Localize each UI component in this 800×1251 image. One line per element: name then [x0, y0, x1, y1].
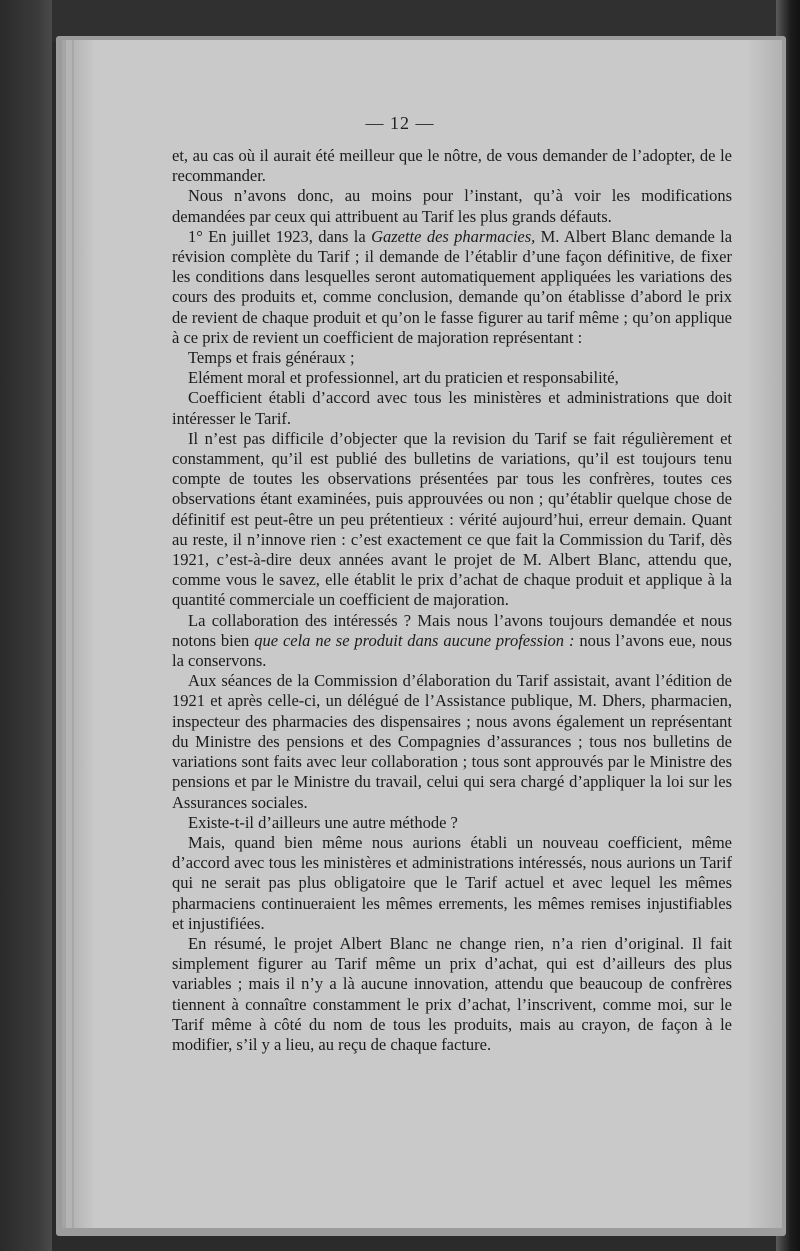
list-line-temps: Temps et frais généraux ; [188, 348, 355, 368]
paragraph-1: et, au cas où il aurait été meilleur que le nôtre, de vous demander de l’adopter, de le recommander. [172, 146, 732, 186]
list-line-element: Elément moral et professionnel, art du praticien et responsabilité, [188, 368, 619, 388]
paragraph-coefficient: Mais, quand bien même nous aurions établi un nouveau coefficient, même d’accord avec tous les ministères et administrations intéressés, nous aurions un Tarif qui ne serait pas plus obligatoire que le Tarif actuel et avec lequel les mêmes pharmaciens continueraient les mêmes errements, les mêmes remises injustifiables et injustifiées. [172, 832, 732, 933]
paragraph-collaboration [172, 611, 732, 672]
journal-title: Gazette des pharmacies, [371, 226, 536, 246]
paragraph-2: Nous n’avons donc, au moins pour l’instant, qu’à voir les modifications demandées par ceux qui attribuent au Tarif les plus grands défauts. [172, 186, 732, 226]
paragraph-question: Existe-t-il d’ailleurs une autre méthode ? [188, 812, 458, 832]
scan-background-left [0, 0, 52, 1251]
paragraph-3-rest: M. Albert Blanc demande la révision complète du Tarif ; il demande de l’établir d’une façon définitive, de fixer les conditions dans lesquelles seront automatiquement appliquées les variations des cours des produits et, comme conclusion, demande qu’on établisse d’abord le prix de revient de chaque produit et qu’on le fasse figurer au tarif même ; qu’on applique à ce prix de revient un coefficient de majoration représentant : [172, 226, 733, 347]
paragraph-objection: Il n’est pas difficile d’objecter que la revision du Tarif se fait régulièrement et constamment, qu’il est publié des bulletins de variations, qu’il est toujours tenu compte de toutes les observations présentées par tous les confrères, toutes ces observations étant examinées, puis approuvées ou non ; qu’établir quelque chose de définitif est peut-être un peu prétentieux : vérité aujourd’hui, erreur demain. Quant au reste, il n’innove rien : c’est exactement ce que fait la Commission du Tarif, dès 1921, c’est-à-dire deux années avant le projet de M. Albert Blanc, attendu que, comme vous le savez, elle établit le prix d’achat de chaque produit et applique à la quantité commerciale un coefficient de majoration. [172, 428, 732, 610]
paragraph-3 [172, 227, 732, 348]
body-text [172, 146, 732, 1055]
italic-phrase: que cela ne se produit dans aucune profession : [254, 630, 575, 650]
paragraph-resume: En résumé, le projet Albert Blanc ne change rien, n’a rien d’original. Il fait simplement figurer au Tarif même un prix d’achat, qui est d’ailleurs des plus variables ; mais il n’y a là aucune innovation, attendu que beaucoup de confrères tiennent à connaître constamment le prix d’achat, l’inscrivent, comme moi, sur le Tarif même à côté du nom de tous les produits, mais au crayon, de façon à le modifier, s’il y a lieu, au reçu de chaque facture. [172, 933, 732, 1054]
paragraph-commission: Aux séances de la Commission d’élaboration du Tarif assistait, avant l’édition de 1921 et après celle-ci, un délégué de l’Assistance publique, M. Dhers, pharmacien, inspecteur des pharmacies des dispensaires ; nous avons également un représentant du Ministre des pensions et des Compagnies d’assurances ; tous nos bulletins de variations sont faits avec leur collaboration ; tous sont approuvés par le Ministre des pensions et par le Ministre du travail, celui qui sera chargé d’appliquer la loi sur les Assurances sociales. [172, 671, 732, 812]
paragraph-3-lead: 1° En juillet 1923, dans la [188, 226, 366, 246]
page-number: — 12 — [365, 113, 435, 133]
list-line-coefficient: Coefficient établi d’accord avec tous les ministères et administrations que doit intéresser le Tarif. [172, 388, 732, 428]
paragraph-collaboration-rest: nous l’avons eue, nous la conservons. [172, 630, 732, 671]
paragraph-collaboration-lead: La collaboration des intéressés ? Mais nous l’avons toujours demandée et nous notons bien [172, 610, 732, 650]
